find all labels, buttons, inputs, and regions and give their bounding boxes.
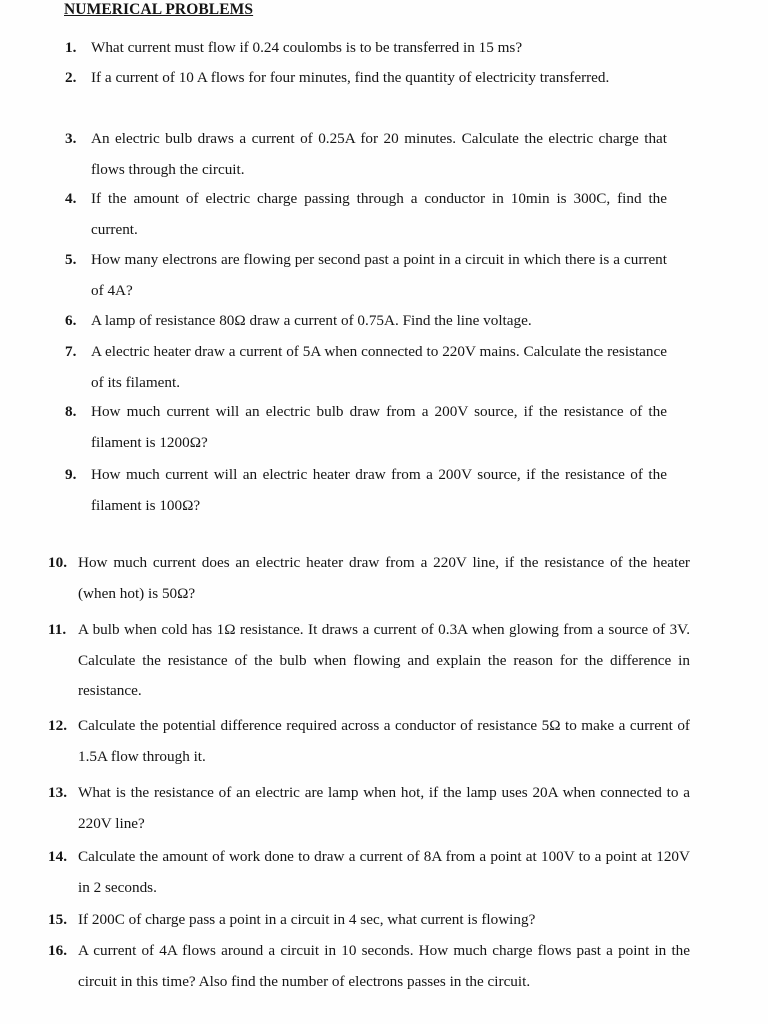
- problem-text: An electric bulb draws a current of 0.25A for 20 minutes. Calculate the electric charge that flows through the circuit.: [91, 130, 667, 178]
- problem-item: [65, 184, 667, 245]
- problem-text: A current of 4A flows around a circuit in 10 seconds. How much charge flows past a point in the circuit in this time? Also find the number of electrons passes in the circuit.: [78, 942, 690, 990]
- problem-item: [65, 460, 667, 521]
- problem-number: 9.: [65, 466, 77, 483]
- problem-text: How much current will an electric heater draw from a 200V source, if the resistance of the filament is 100Ω?: [91, 466, 667, 514]
- problem-number: 2.: [65, 69, 77, 86]
- problem-number: 16.: [48, 942, 67, 959]
- problem-text: What current must flow if 0.24 coulombs is to be transferred in 15 ms?: [91, 39, 523, 56]
- problem-item: [65, 124, 667, 185]
- problem-item: [65, 306, 667, 337]
- problem-text: A bulb when cold has 1Ω resistance. It draws a current of 0.3A when glowing from a source of 3V. Calculate the resistance of the bulb when flowing and explain the reason for the difference in resistance.: [78, 621, 690, 699]
- problem-number: 4.: [65, 190, 77, 207]
- problem-item: [65, 245, 667, 306]
- problem-item: [48, 615, 690, 707]
- problem-text: If the amount of electric charge passing through a conductor in 10min is 300C, find the current.: [91, 190, 667, 238]
- problem-item: [48, 842, 690, 903]
- problem-number: 3.: [65, 130, 77, 147]
- problem-text: Calculate the amount of work done to draw a current of 8A from a point at 100V to a point at 120V in 2 seconds.: [78, 848, 690, 896]
- problem-number: 10.: [48, 554, 67, 571]
- problem-text: Calculate the potential difference required across a conductor of resistance 5Ω to make a current of 1.5A flow through it.: [78, 717, 690, 765]
- problem-item: [48, 936, 690, 997]
- problem-item: [65, 63, 667, 94]
- problem-number: 1.: [65, 39, 77, 56]
- problem-number: 5.: [65, 251, 77, 268]
- problem-text: If a current of 10 A flows for four minutes, find the quantity of electricity transferred.: [91, 69, 610, 86]
- problem-item: [48, 778, 690, 839]
- problem-item: [48, 711, 690, 772]
- page-heading: NUMERICAL PROBLEMS: [64, 1, 254, 18]
- problem-item: [48, 548, 690, 609]
- problem-number: 8.: [65, 403, 77, 420]
- problem-number: 6.: [65, 312, 77, 329]
- problem-text: How many electrons are flowing per second past a point in a circuit in which there is a current of 4A?: [91, 251, 667, 299]
- problem-number: 7.: [65, 343, 77, 360]
- problem-text: How much current does an electric heater draw from a 220V line, if the resistance of the heater (when hot) is 50Ω?: [78, 554, 690, 602]
- problem-item: [48, 905, 690, 936]
- problem-number: 15.: [48, 911, 67, 928]
- problem-item: [65, 337, 667, 398]
- problem-text: A electric heater draw a current of 5A when connected to 220V mains. Calculate the resistance of its filament.: [91, 343, 667, 391]
- problem-number: 14.: [48, 848, 67, 865]
- problem-text: If 200C of charge pass a point in a circuit in 4 sec, what current is flowing?: [78, 911, 536, 928]
- problem-number: 12.: [48, 717, 67, 734]
- problem-number: 13.: [48, 784, 67, 801]
- problem-number: 11.: [48, 621, 67, 638]
- problem-item: [65, 33, 667, 64]
- problem-text: A lamp of resistance 80Ω draw a current of 0.75A. Find the line voltage.: [91, 312, 532, 329]
- problem-text: What is the resistance of an electric are lamp when hot, if the lamp uses 20A when connected to a 220V line?: [78, 784, 690, 832]
- problem-item: [65, 397, 667, 458]
- problem-text: How much current will an electric bulb draw from a 200V source, if the resistance of the filament is 1200Ω?: [91, 403, 667, 451]
